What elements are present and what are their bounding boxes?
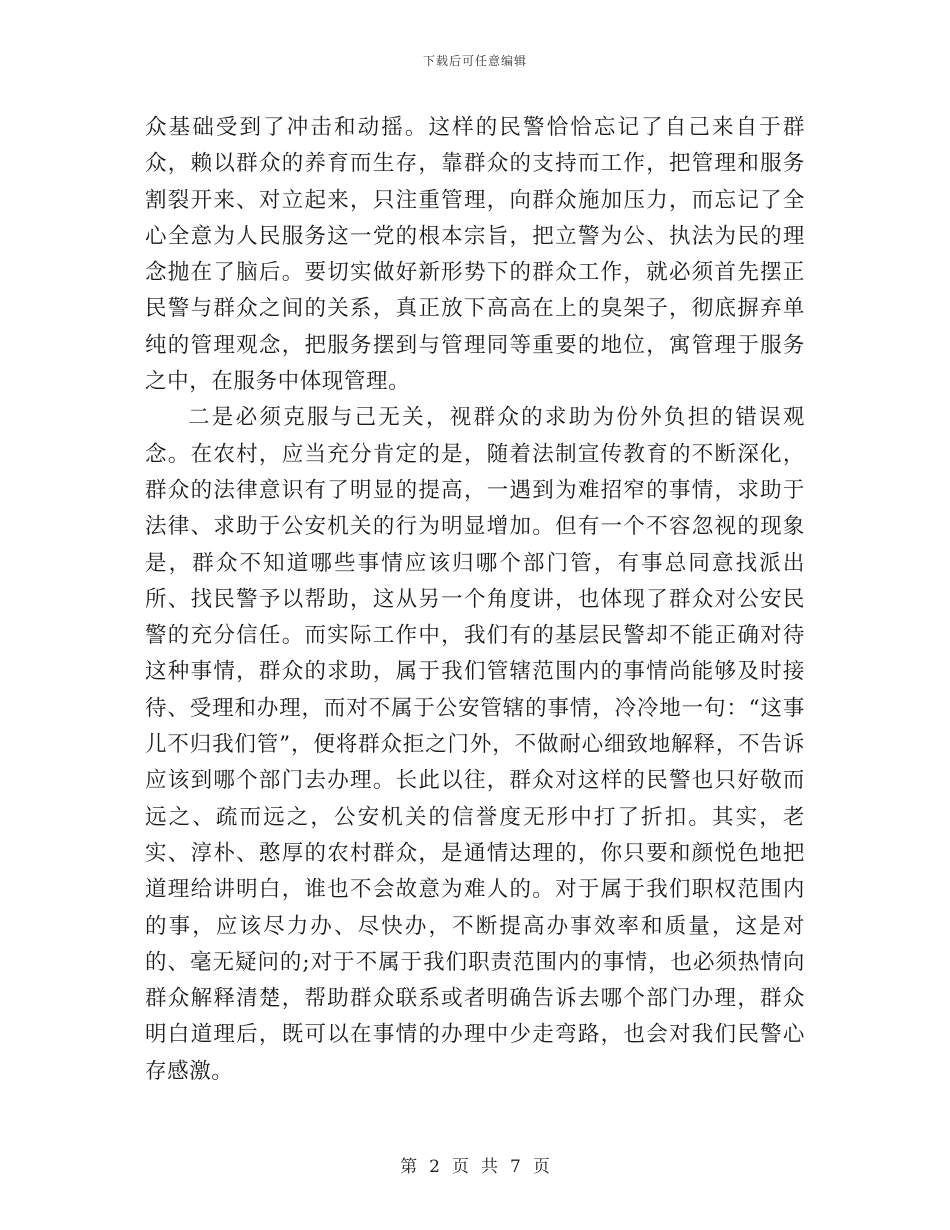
page-header-note: 下载后可任意编辑 xyxy=(422,54,527,68)
footer-total-pages: 7 xyxy=(510,1157,521,1177)
footer-current-page: 2 xyxy=(429,1157,440,1177)
footer-total-word: 共 xyxy=(481,1157,498,1177)
footer-suffix: 页 xyxy=(532,1157,550,1177)
footer-prefix: 第 xyxy=(400,1157,418,1177)
page-footer xyxy=(0,1152,950,1177)
paragraph-1: 众基础受到了冲击和动摇。这样的民警恰恰忘记了自己来自于群众，赖以群众的养育而生存，靠群众的支持而工作，把管理和服务割裂开来、对立起来，只注重管理，向群众施加压力，而忘记了全心全意为人民服务这一党的根本宗旨，把立警为公、执法为民的理念抛在了脑后。要切实做好新形势下的群众工作，就必须首先摆正民警与群众之间的关系，真正放下高高在上的臭架子，彻底摒弃单纯的管理观念，把服务摆到与管理同等重要的地位，寓管理于服务之中，在服务中体现管理。 xyxy=(145,115,805,395)
document-body xyxy=(145,110,805,1090)
paragraph-2: 二是必须克服与己无关，视群众的求助为份外负担的错误观念。在农村，应当充分肯定的是，随着法制宣传教育的不断深化，群众的法律意识有了明显的提高，一遇到为难招窄的事情，求助于法律、求助于公安机关的行为明显增加。但有一个不容忽视的现象是，群众不知道哪些事情应该归哪个部门管，有事总同意找派出所、找民警予以帮助，这从另一个角度讲，也体现了群众对公安民警的充分信任。而实际工作中，我们有的基层民警却不能正确对待这种事情，群众的求助，属于我们管辖范围内的事情尚能够及时接待、受理和办理，而对不属于公安管辖的事情，冷冷地一句：“这事儿不归我们管”，便将群众拒之门外，不做耐心细致地解释，不告诉应该到哪个部门去办理。长此以往，群众对这样的民警也只好敬而远之、疏而远之，公安机关的信誉度无形中打了折扣。其实，老实、淳朴、憨厚的农村群众，是通情达理的，你只要和颜悦色地把道理给讲明白，谁也不会故意为难人的。对于属于我们职权范围内的事，应该尽力办、尽快办，不断提高办事效率和质量，这是对的、毫无疑问的;对于不属于我们职责范围内的事情，也必须热情向群众解释清楚，帮助群众联系或者明确告诉去哪个部门办理，群众明白道理后，既可以在事情的办理中少走弯路，也会对我们民警心存感激。 xyxy=(145,405,805,1084)
footer-page-word: 页 xyxy=(452,1157,469,1177)
